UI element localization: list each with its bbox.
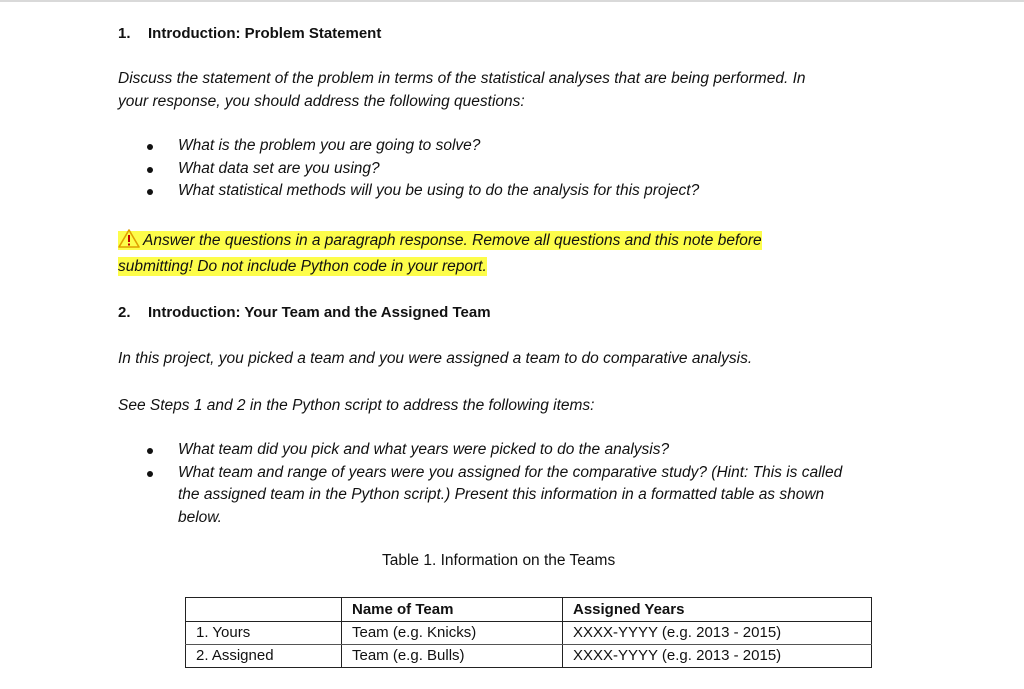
list-item: What team and range of years were you assigned for the comparative study? (Hint: This is called the assigned team in the Python script.) Present this information in a formatted table as shown below. [118,462,918,530]
list-item: What statistical methods will you be using to do the analysis for this project? [118,180,918,203]
table-header-cell [186,598,342,622]
list-item: What data set are you using? [118,158,918,181]
table-header-row [186,598,872,622]
table-header-cell: Name of Team [342,598,563,622]
section-2-title: Introduction: Your Team and the Assigned Team [148,304,491,321]
note-line-2: submitting! Do not include Python code in your report. [118,258,487,275]
section-1-paragraph-line-2: your response, you should address the following questions: [118,93,525,110]
table-cell: 1. Yours [186,622,342,645]
table-header-cell: Assigned Years [563,598,872,622]
table-caption: Table 1. Information on the Teams [382,552,616,569]
table-cell: 2. Assigned [186,645,342,668]
bullet-icon [147,144,153,150]
submission-note [118,229,762,278]
section-1-question-list [118,135,918,203]
table-cell: Team (e.g. Bulls) [342,645,563,668]
table-cell: Team (e.g. Knicks) [342,622,563,645]
list-item: What is the problem you are going to solve? [118,135,918,158]
bullet-icon [147,167,153,173]
bullet-icon [147,448,153,454]
section-2-number: 2. [118,304,131,321]
section-2-paragraph-2: See Steps 1 and 2 in the Python script to address the following items: [118,397,595,414]
bullet-icon [147,471,153,477]
section-1-paragraph-line-1: Discuss the statement of the problem in terms of the statistical analyses that are being performed. In [118,70,806,87]
section-2-item-list [118,439,918,529]
table-row [186,645,872,668]
section-1-number: 1. [118,25,131,42]
table-cell: XXXX-YYYY (e.g. 2013 - 2015) [563,622,872,645]
page-top-border [0,0,1024,2]
section-1-paragraph [118,67,898,113]
teams-table [185,597,872,668]
bullet-icon [147,189,153,195]
section-2-heading [118,304,491,321]
section-1-heading [118,25,381,42]
list-item: What team did you pick and what years were picked to do the analysis? [118,439,918,462]
note-line-1: Answer the questions in a paragraph response. Remove all questions and this note before [143,232,762,249]
table-cell: XXXX-YYYY (e.g. 2013 - 2015) [563,645,872,668]
warning-icon [118,229,140,255]
section-2-paragraph-1: In this project, you picked a team and you were assigned a team to do comparative analysis. [118,350,753,367]
section-1-title: Introduction: Problem Statement [148,25,382,42]
table-row [186,622,872,645]
